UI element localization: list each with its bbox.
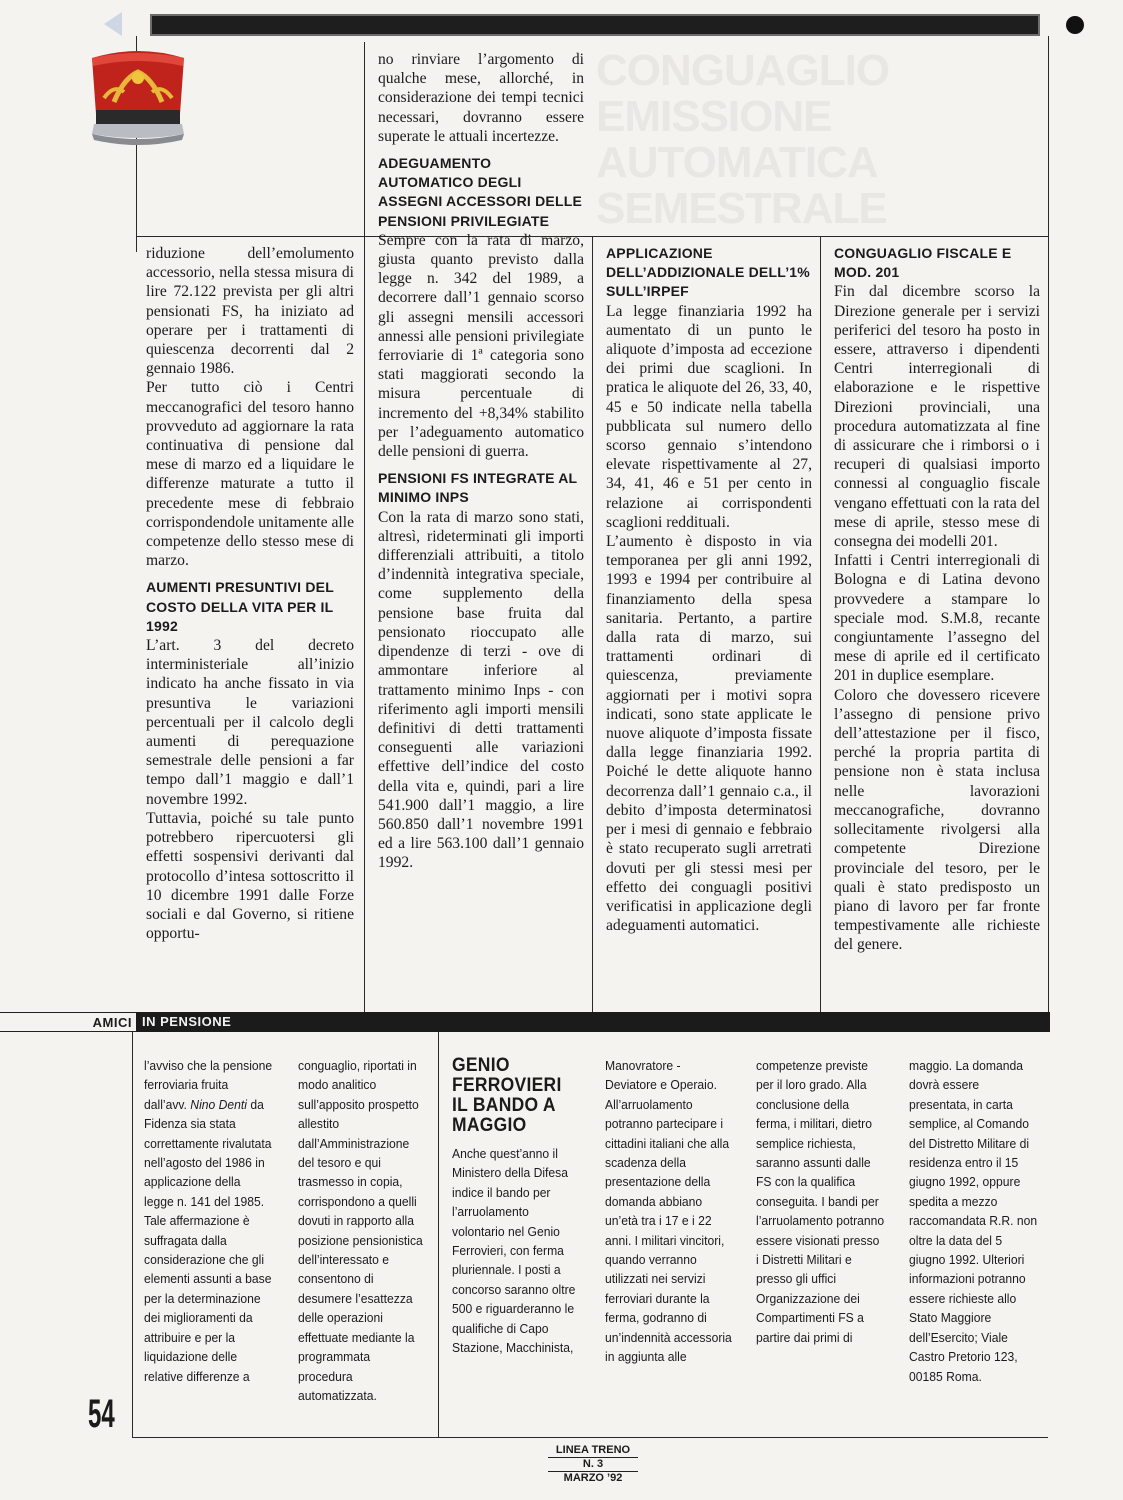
paragraph: Manovratore - Deviatore e Operaio. All’arruolamento potranno partecipare i cittadini italiani che alla scadenza della presentazione della domanda abbiano un’età tra i 17 e i 22 anni. I militari vincitori, quando verranno utilizzati nei servizi ferroviari durante la ferma, godranno di un’indennità accessoria in aggiunta alle	[605, 1058, 732, 1365]
column-rule	[364, 42, 365, 1012]
footer-masthead	[548, 1444, 638, 1485]
paragraph: Sempre con la rata di marzo, giusta quanto previsto dalla legge n. 342 del 1989, a decorrere dall’1 gennaio scorso gli assegni mensili accessori annessi alle pensioni privilegiate ferroviarie di 1ª categoria sono stati maggiorati secondo la misura percentuale di incremento del +8,34% stabilito per l’adeguamento automatico delle pensioni di guerra.	[378, 231, 584, 461]
frame-line	[132, 1437, 1048, 1438]
paragraph: Coloro che dovessero ricevere l’assegno di pensione privo dell’attestazione per il fisco, perché la propria partita di pensione non è stata inclusa nelle lavorazioni meccanografiche, dovranno sollecitamente rivolgersi alla competente Direzione provinciale del tesoro, per le quali è stato predisposto un piano di lavoro per far fronte tempestivamente alle richieste del genere.	[834, 686, 1040, 954]
article-column-1	[146, 244, 354, 943]
header-bar	[150, 14, 1040, 36]
column-rule	[438, 1032, 439, 1437]
paragraph: Fin dal dicembre scorso la Direzione generale per i servizi periferici del tesoro ha posto in essere, attraverso i dipendenti Centri interregionali di elaborazione e le rispettive Direzioni provinciali, una procedura automatizzata al fine di assicurare che i rimborsi o i recuperi di qualsiasi importo connessi al conguaglio fiscale vengano effettuati con la rata del mese di aprile, stesso mese di consegna dei modelli 201.	[834, 283, 1040, 551]
lower-column-4	[605, 1056, 734, 1367]
bullet-dot-icon	[1066, 16, 1084, 34]
section-bar	[0, 1012, 1050, 1032]
footer-magazine: LINEA TRENO	[548, 1444, 638, 1458]
paragraph: maggio. La domanda dovrà essere presentata, in carta semplice, al Comando del Distretto Militare di residenza entro il 15 giugno 1992, oppure spedita a mezzo raccomandata R.R. non oltre la data del 5 giugno 1992. Ulteriori informazioni potranno essere richieste allo Stato Maggiore dell’Esercito; Viale Castro Pretorio 123, 00185 Roma.	[909, 1058, 1038, 1384]
lower-column-2	[298, 1056, 427, 1405]
paragraph: Anche quest’anno il Ministero della Difesa indice il bando per l’arruolamento volontario nel Genio Ferrovieri, con ferma pluriennale. I posti a concorso saranno oltre 500 e riguarderanno le qualifiche di Capo Stazione, Macchinista,	[452, 1146, 576, 1356]
paragraph: L’art. 3 del decreto interministeriale all’inizio indicato ha anche fissato in via presuntiva le variazioni percentuali per il calcolo degli aumenti di perequazione semestrale delle pensioni a far tempo dall’1 maggio e dall’1 novembre 1992.	[146, 637, 354, 808]
paragraph: Infatti i Centri interregionali di Bologna e di Latina devono provvedere a stampare lo speciale mod. S.M.8, recante congiuntamente l’assegno del mese di aprile ed il certificato 201 in duplice esemplare.	[834, 552, 1040, 685]
paragraph: La legge finanziaria 1992 ha aumentato di un punto le aliquote d’imposta ad eccezione dei primi due scaglioni. In pratica le aliquote del 26, 33, 40, 45 e 50 indicate nella tabella pubblicata sul numero dello scorso gennaio s’intendono elevate rispettivamente al 27, 34, 41, 46 e 51 per cento in relazione ai corrispondenti scaglioni reddituali.	[606, 302, 812, 531]
article-column-3	[606, 244, 812, 935]
section-heading: CONGUAGLIO FISCALE E MOD. 201	[834, 245, 1012, 281]
article-column-2	[378, 50, 584, 873]
person-name: Nino Denti	[190, 1096, 247, 1112]
column-rule	[592, 236, 593, 1012]
lower-column-6	[909, 1056, 1038, 1386]
section-heading: PENSIONI FS INTEGRATE AL MINIMO INPS	[378, 470, 578, 506]
lower-column-5	[756, 1056, 885, 1347]
paragraph: Con la rata di marzo sono stati, altresì, rideterminati gli importi differenziali attribuiti, a titolo d’indennità integrativa speciale, come supplemento della pensione base fruita dal pensionato rioccupato alle dipendenze di terzi - ove di ammontare inferiore al trattamento minimo Inps - con riferimento agli importi mensili definitivi di detti trattamenti conseguenti alle variazioni effettive dell’indice del costo della vita e, quindi, pari a lire 541.900 dall’1 maggio, a lire 560.850 dall’1 novembre 1991 ed a lire 563.100 dall’1 gennaio 1992.	[378, 508, 584, 872]
frame-line	[132, 1032, 133, 1438]
lower-column-1	[144, 1056, 273, 1386]
frame-line	[1048, 36, 1049, 1012]
paragraph: Per tutto ciò i Centri meccanografici del tesoro hanno provveduto ad aggiornare la rata continuativa di pensione dal mese di marzo ed a liquidare le differenze maturate a tutto il precedente mese di febbraio corrispondendole unitamente alle competenze dello stesso mese di marzo.	[146, 379, 354, 570]
paragraph: l’avviso che la pensione ferroviaria fruita dall’avv. Nino Denti da Fidenza sia stata correttamente rivalutata nell’agosto del 1986 in applicazione della legge n. 141 del 1985. Tale affermazione è suffragata dalla considerazione che gli elementi assunti a base per la determinazione dei miglioramenti da attribuire e per la liquidazione delle relative differenze a	[144, 1058, 273, 1384]
paragraph: riduzione dell’emolumento accessorio, nella stessa misura di lire 72.122 prevista per gli altri pensionati FS, ha iniziato ad operare per i trattamenti di quiescenza decorrenti dal 2 gennaio 1986.	[146, 245, 354, 378]
genio-ferrovieri-title: GENIO FERROVIERI IL BANDO A MAGGIO	[452, 1055, 562, 1136]
arrow-left-icon	[104, 12, 122, 36]
section-label-amici: AMICI	[0, 1012, 136, 1032]
paragraph: Tuttavia, poiché su tale punto potrebbero ripercuotersi gli effetti sospensivi derivanti dal protocollo d’intesa sottoscritto il 10 dicembre 1991 dalle Forze sociali e dal Governo, si ritiene opportu-	[146, 809, 354, 943]
paragraph: no rinviare l’argomento di qualche mese, allorché, in considerazione dei tempi tecnici necessari, dovranno essere superate le attuali incertezze.	[378, 51, 584, 145]
section-heading: ADEGUAMENTO AUTOMATICO DEGLI ASSEGNI ACCESSORI DELLE PENSIONI PRIVILEGIATE	[378, 155, 582, 229]
article-column-4	[834, 244, 1040, 955]
section-heading: AUMENTI PRESUNTIVI DEL COSTO DELLA VITA PER IL 1992	[146, 579, 334, 634]
page-number: 54	[88, 1392, 115, 1436]
footer-issue: N. 3	[548, 1458, 638, 1472]
paragraph: competenze previste per il loro grado. Alla conclusione della ferma, i militari, dietro semplice richiesta, saranno assunti dalle FS con la qualifica conseguita. I bandi per l’arruolamento potranno essere visionati presso i Distretti Militari e presso gli uffici Organizzazione dei Compartimenti FS a partire dai primi di	[756, 1058, 885, 1345]
paragraph: conguaglio, riportati in modo analitico sull’apposito prospetto allestito dall’Amministrazione del tesoro e qui trasmesso in copia, corrispondono a quelli dovuti in rapporto alla posizione pensionistica dell’interessato e consentono di desumere l’esattezza delle operazioni effettuate mediante la programmata procedura automatizzata.	[298, 1058, 423, 1403]
section-heading: APPLICAZIONE DELL’ADDIZIONALE DELL’1% SULL’IRPEF	[606, 245, 810, 300]
railway-cap-icon	[84, 44, 192, 150]
footer-date: MARZO ’92	[563, 1472, 623, 1484]
paragraph: L’aumento è disposto in via temporanea per gli anni 1992, 1993 e 1994 per contribuire al finanziamento della spesa sanitaria. Pertanto, a partire dalla rata di marzo, sui trattamenti ordinari di quiescenza, previamente aggiornati per i motivi sopra indicati, sono state applicate le nuove aliquote d’imposta fissate dalla legge finanziaria 1992. Poiché le dette aliquote hanno decorrenza dall’1 gennaio c.a., il debito d’imposta determinatosi per i mesi di gennaio e febbraio è stato recuperato sugli arretrati dovuti per gli stessi mesi per effetto dei conguagli positivi verificatisi in applicazione degli adeguamenti automatici.	[606, 533, 812, 935]
lower-column-3	[452, 1056, 581, 1357]
column-rule	[820, 236, 821, 1012]
section-label-in-pensione: IN PENSIONE	[136, 1012, 1050, 1032]
show-through-text: CONGUAGLIO EMISSIONE AUTOMATICA SEMESTRALE	[596, 46, 890, 233]
